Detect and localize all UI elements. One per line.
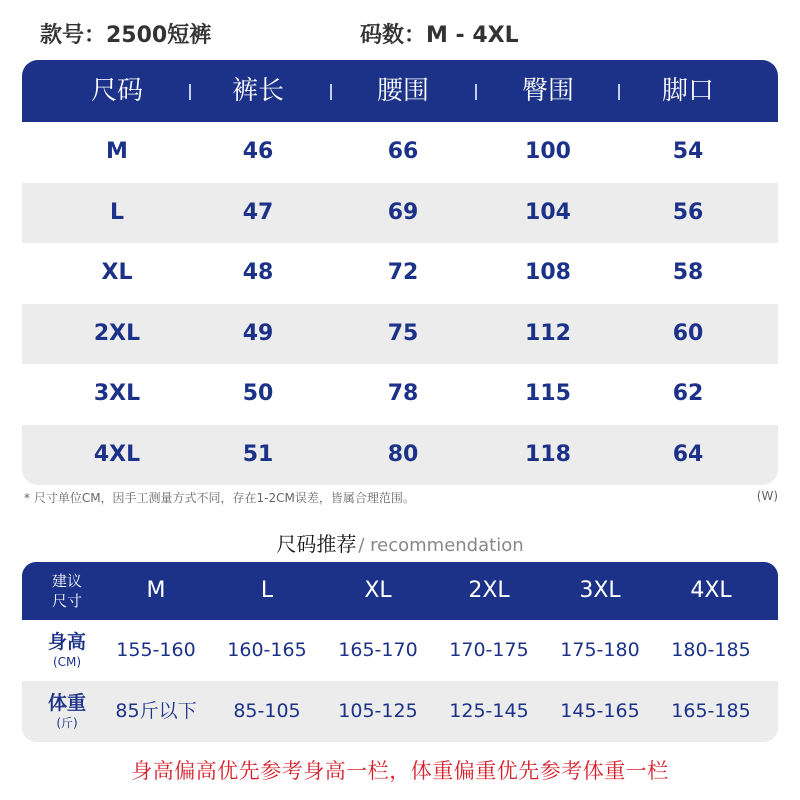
weight-value: 85斤以下	[115, 700, 197, 722]
unit-mark: (W)	[756, 489, 778, 503]
table-row	[22, 304, 778, 365]
height-label	[22, 620, 112, 681]
size-range: 码数：M - 4XL	[360, 23, 519, 48]
cell-size: 3XL	[93, 381, 141, 406]
weight-value: 145-165	[560, 700, 640, 722]
weight-value: 165-185	[671, 700, 751, 722]
recommendation-title-zh: 尺码推荐	[276, 532, 357, 556]
height-value: 165-170	[338, 639, 418, 661]
cell-hip: 112	[525, 320, 571, 346]
size-chart-header	[22, 60, 778, 122]
cell-waist: 78	[387, 381, 419, 406]
height-value: 160-165	[227, 639, 307, 661]
column-header-size: 尺码	[90, 76, 143, 106]
cell-waist: 75	[387, 320, 419, 346]
recommendation-table	[22, 562, 778, 742]
column-header-leg-opening: 脚口	[661, 76, 714, 106]
cell-leg-opening: 54	[672, 139, 704, 164]
table-row	[22, 122, 778, 183]
cell-leg-opening: 60	[672, 320, 704, 346]
column-header-hip: 臀围	[521, 76, 574, 106]
table-row	[22, 243, 778, 304]
cell-length: 49	[242, 320, 274, 346]
cell-hip: 104	[525, 199, 571, 225]
cell-leg-opening: 56	[672, 199, 704, 225]
rec-size-header: 4XL	[690, 578, 732, 603]
cell-hip: 118	[525, 441, 571, 467]
column-divider	[475, 84, 477, 100]
corner-label-line1: 建议	[51, 572, 82, 590]
rec-size-header: 3XL	[579, 578, 621, 603]
cell-leg-opening: 58	[672, 260, 704, 285]
column-header-length: 裤长	[231, 76, 284, 106]
height-value: 180-185	[671, 639, 751, 661]
model-number: 款号：2500短裤	[40, 23, 212, 48]
cell-waist: 80	[387, 441, 419, 467]
rec-size-header: M	[146, 578, 166, 603]
column-header-waist: 腰围	[376, 76, 429, 106]
recommended-size-corner-label	[22, 562, 112, 620]
recommendation-title-en: / recommendation	[358, 535, 524, 556]
weight-value: 125-145	[449, 700, 529, 722]
corner-label-line2: 尺寸	[51, 592, 82, 610]
size-chart-table	[22, 60, 778, 485]
weight-value: 85-105	[233, 700, 301, 722]
cell-waist: 72	[387, 260, 419, 285]
table-row	[22, 183, 778, 244]
cell-size: XL	[101, 260, 133, 285]
cell-size: 2XL	[93, 320, 141, 346]
cell-length: 46	[242, 139, 274, 164]
weight-value: 105-125	[338, 700, 418, 722]
cell-leg-opening: 64	[672, 441, 704, 467]
cell-size: 4XL	[93, 441, 141, 467]
cell-length: 51	[242, 441, 274, 467]
height-unit: (CM)	[52, 655, 82, 669]
cell-length: 47	[242, 199, 274, 225]
height-value: 155-160	[116, 639, 196, 661]
height-value: 170-175	[449, 639, 529, 661]
recommendation-title	[0, 528, 800, 557]
cell-leg-opening: 62	[672, 381, 704, 406]
table-row	[22, 425, 778, 486]
rec-size-header: XL	[364, 578, 392, 603]
height-row	[22, 620, 778, 681]
rec-size-header: 2XL	[468, 578, 510, 603]
cell-hip: 115	[525, 381, 571, 406]
measurement-note: * 尺寸单位CM，因手工测量方式不同，存在1-2CM误差，皆属合理范围。	[24, 491, 415, 505]
height-value: 175-180	[560, 639, 640, 661]
recommendation-header	[22, 562, 778, 620]
weight-unit: (斤)	[56, 716, 78, 730]
cell-length: 50	[242, 381, 274, 406]
cell-waist: 66	[387, 139, 419, 164]
cell-size: M	[106, 139, 128, 164]
priority-note: 身高偏高优先参考身高一栏，体重偏重优先参考体重一栏	[131, 759, 669, 783]
weight-label-text: 体重	[47, 692, 86, 714]
column-divider	[330, 84, 332, 100]
cell-hip: 108	[525, 260, 571, 285]
cell-size: L	[109, 199, 125, 225]
height-label-text: 身高	[47, 631, 86, 653]
weight-row	[22, 681, 778, 742]
rec-size-header: L	[260, 578, 274, 603]
cell-hip: 100	[525, 139, 571, 164]
cell-waist: 69	[387, 199, 419, 225]
weight-label	[22, 681, 112, 742]
table-row	[22, 364, 778, 425]
header-line	[40, 18, 760, 50]
cell-length: 48	[242, 260, 274, 285]
